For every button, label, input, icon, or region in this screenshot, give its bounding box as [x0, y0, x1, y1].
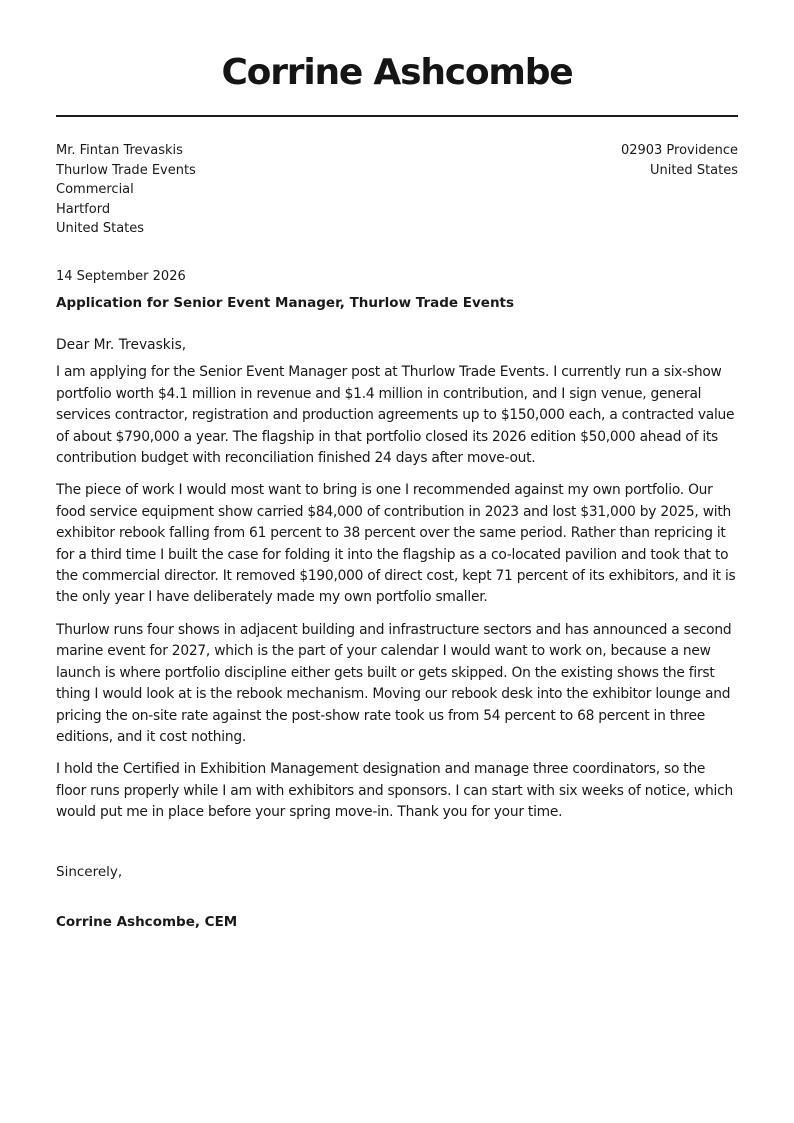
recipient-name: Mr. Fintan Trevaskis [56, 143, 183, 158]
sender-city: 02903 Providence [620, 143, 738, 158]
letter-subject: Application for Senior Event Manager, Thurlow Trade Events [56, 295, 515, 311]
body-paragraph-1: I am applying for the Senior Event Manager post at Thurlow Trade Events. I currently run a six-show portfolio worth $4.1 million in revenue and $1.4 million in contribution, and I sign venue, general services contractor, registration and production agreements up to $150,000 each, a contracted value of about $790,000 a year. The flagship in that portfolio closed its 2026 edition $50,000 ahead of its contribution budget with reconciliation finished 24 days after move-out. [56, 364, 735, 467]
sender-country: United States [649, 162, 738, 178]
sender-address [621, 141, 738, 180]
body-paragraph-4: I hold the Certified in Exhibition Management designation and manage three coordinators, so the floor runs properly while I am with exhibitors and sponsors. I can start with six weeks of notice, which would put me in place before your spring move-in. Thank you for your time. [56, 761, 733, 821]
recipient-company: Thurlow Trade Events [56, 162, 196, 178]
body-paragraph-3: Thurlow runs four shows in adjacent building and infrastructure sectors and has announced a second marine event for 2027, which is the part of your calendar I would want to work on, because a new launch is where portfolio discipline either gets built or gets skipped. On the existing shows the first thing I would look at is the rebook mechanism. Moving our rebook desk into the exhibitor lounge and pricing the on-site rate against the post-show rate took us from 54 percent to 68 percent in three editions, and it cost nothing. [56, 621, 732, 745]
body-paragraph-2: The piece of work I would most want to bring is one I recommended against my own portfolio. Our food service equipment show carried $84,000 of contribution in 2023 and lost $31,000 by 2025, with exhibitor rebook falling from 61 percent to 38 percent over the same period. Rather than repricing it for a third time I built the case for folding it into the flagship as a co-located pavilion and took that to the commercial director. It removed $190,000 of direct cost, kept 71 percent of its exhibitors, and it is the only year I have deliberately made my own portfolio smaller. [56, 482, 736, 606]
salutation: Dear Mr. Trevaskis, [56, 337, 187, 353]
letter-date: 14 September 2026 [56, 269, 186, 284]
recipient-department: Commercial [56, 182, 134, 198]
letter-page [56, 0, 738, 930]
recipient-address [56, 141, 196, 239]
header-divider [56, 115, 738, 117]
recipient-country: United States [56, 221, 145, 237]
letter-body [56, 335, 738, 835]
closing: Sincerely, [56, 864, 123, 880]
signature: Corrine Ashcombe, CEM [56, 914, 238, 930]
applicant-name: Corrine Ashcombe [221, 52, 573, 93]
recipient-city: Hartford [56, 201, 111, 217]
